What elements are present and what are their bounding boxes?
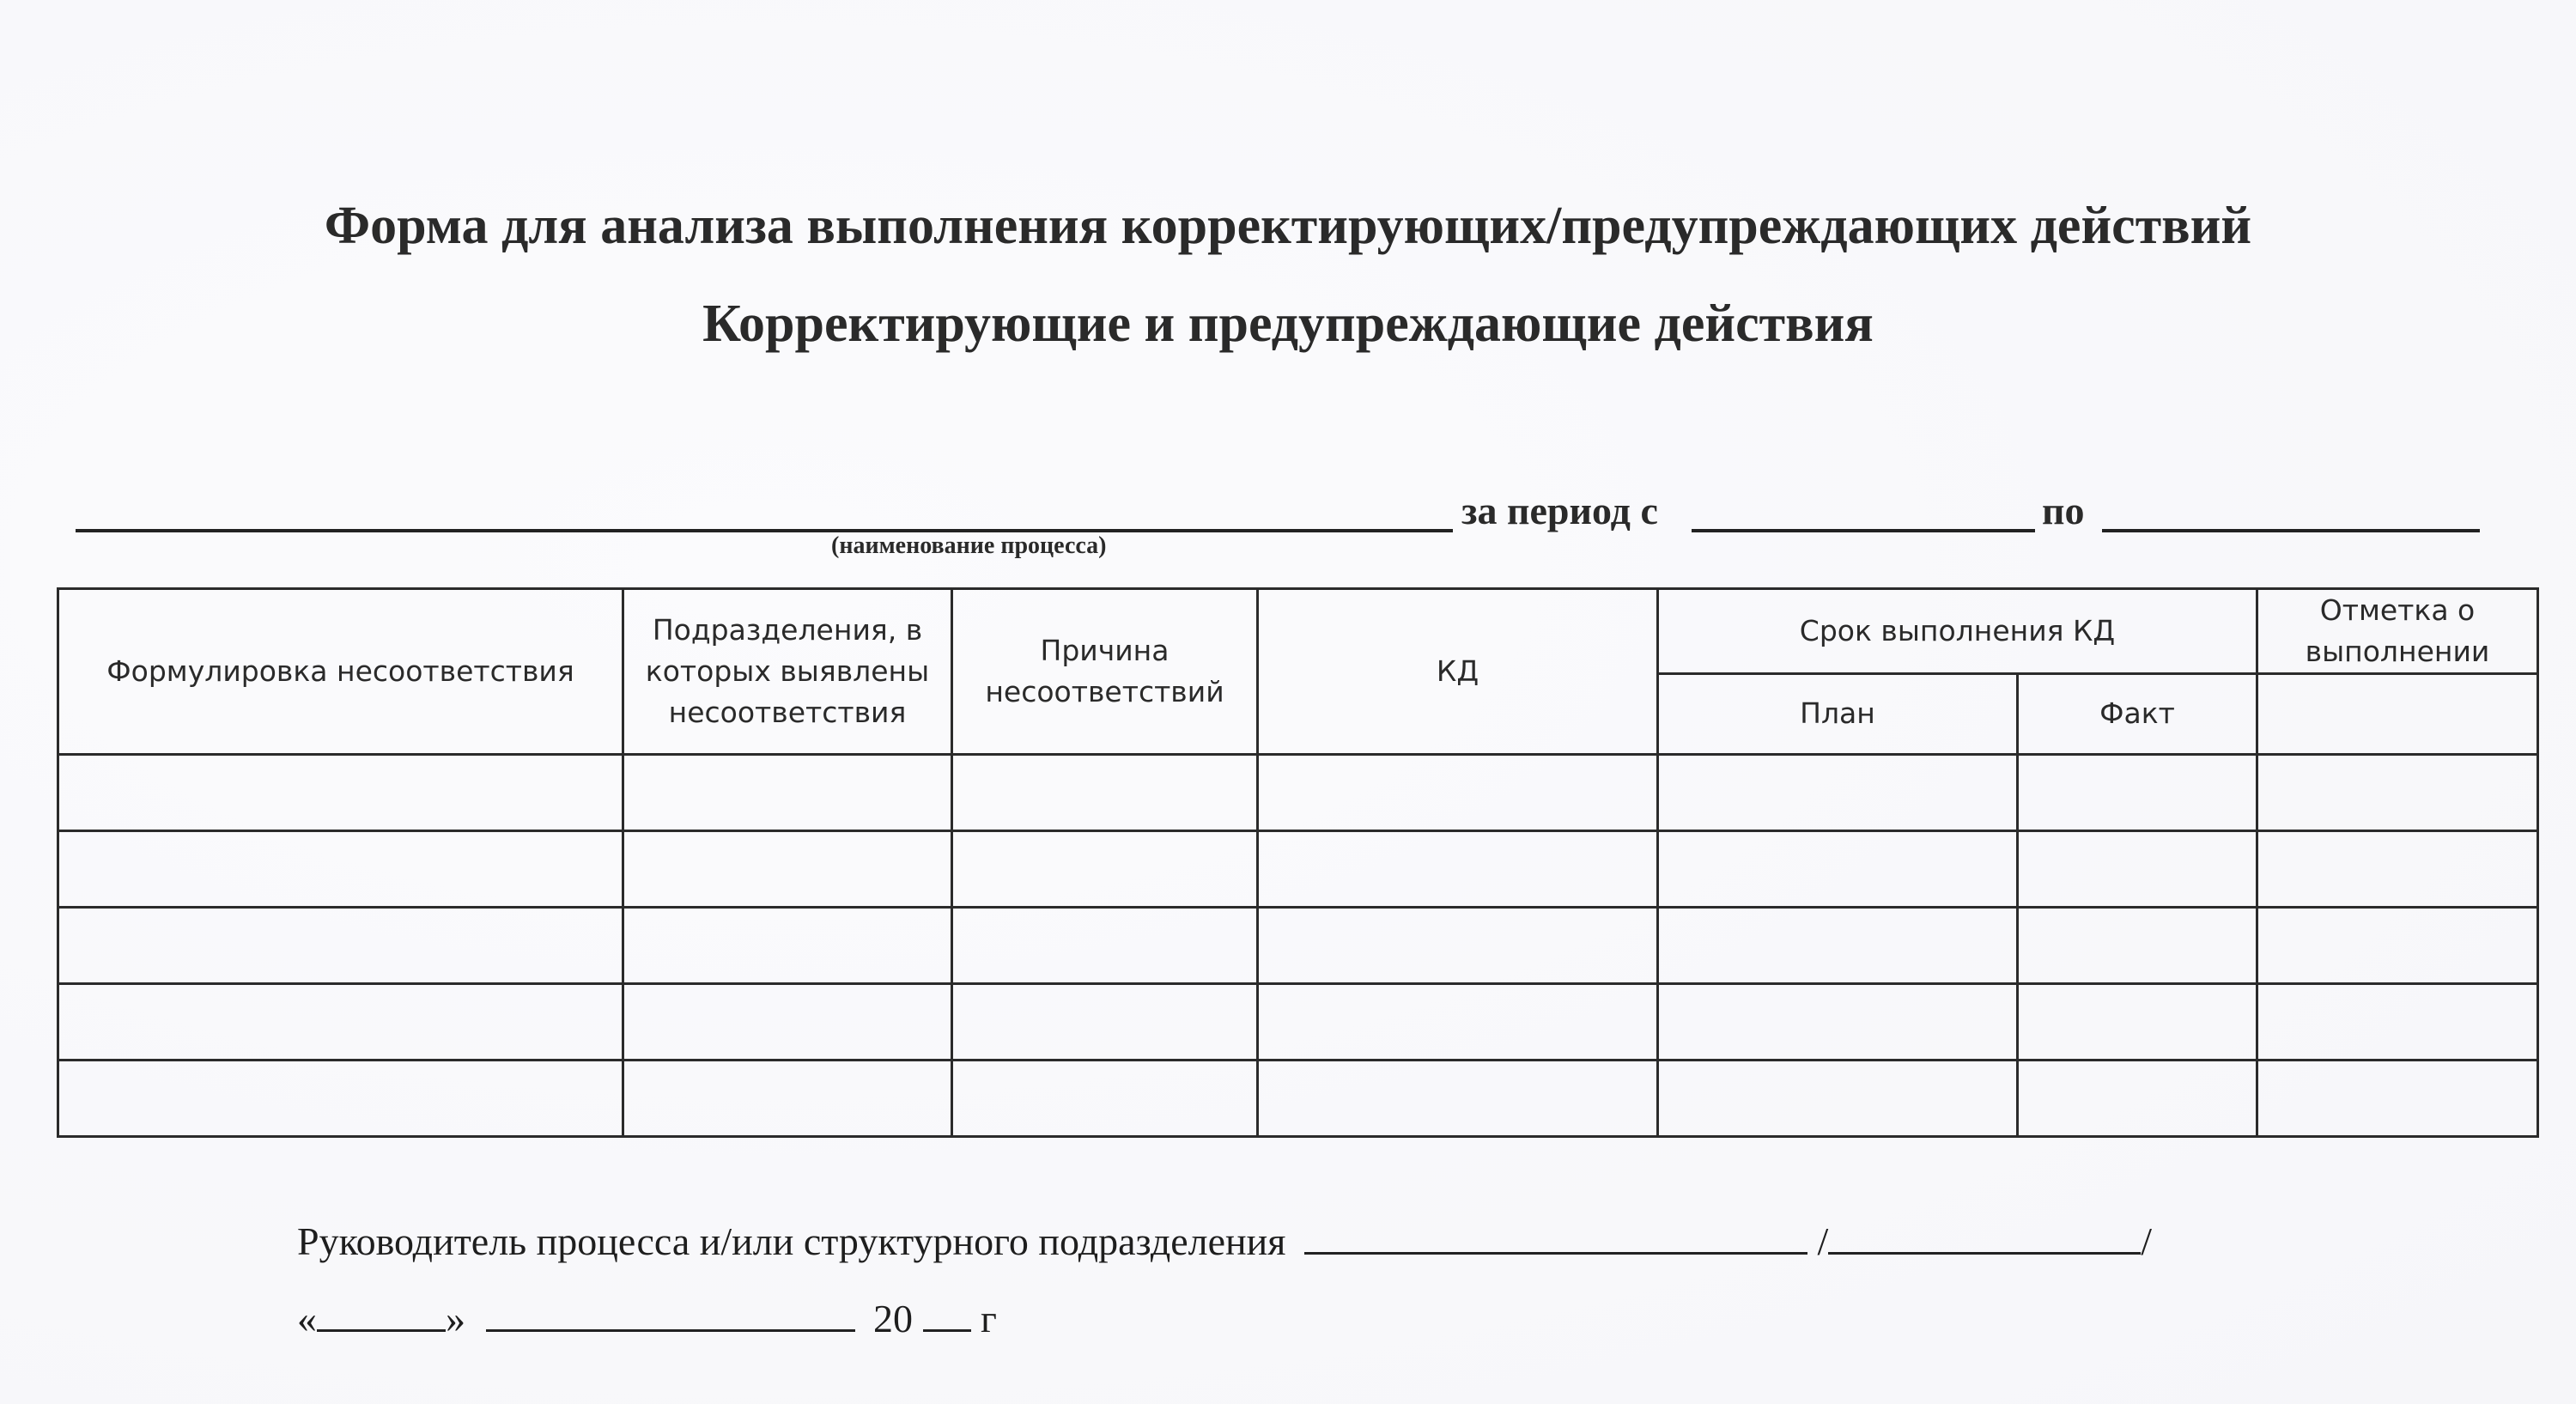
cell-fact[interactable] <box>2018 830 2257 907</box>
table-row <box>58 1060 2538 1136</box>
cell-nonconformity[interactable] <box>58 1060 623 1136</box>
cell-nonconformity[interactable] <box>58 907 623 983</box>
header-cause: Причина несоответствий <box>952 589 1258 755</box>
actions-table <box>57 587 2539 1138</box>
header-completion-mark-sub <box>2257 673 2538 754</box>
form-subtitle: Корректирующие и предупреждающие действия <box>702 295 1874 353</box>
header-departments: Подразделения, в которых выявлены несоответствия <box>623 589 952 755</box>
cell-plan[interactable] <box>1658 754 2018 830</box>
signature-field[interactable] <box>1304 1218 1807 1255</box>
cell-fact[interactable] <box>2018 907 2257 983</box>
header-plan: План <box>1658 673 2018 754</box>
date-month-field[interactable] <box>486 1295 855 1332</box>
table-row <box>58 830 2538 907</box>
cell-nonconformity[interactable] <box>58 830 623 907</box>
period-line <box>76 488 2480 548</box>
date-year-field[interactable] <box>923 1295 971 1332</box>
table-row <box>58 983 2538 1060</box>
date-close-quote: » <box>446 1297 465 1340</box>
table-row <box>58 907 2538 983</box>
header-kd: КД <box>1258 589 1658 755</box>
date-day-field[interactable] <box>317 1295 446 1332</box>
cell-kd[interactable] <box>1258 830 1658 907</box>
cell-kd[interactable] <box>1258 983 1658 1060</box>
cell-fact[interactable] <box>2018 754 2257 830</box>
cell-departments[interactable] <box>623 983 952 1060</box>
period-to-field[interactable] <box>2102 529 2480 532</box>
cell-kd[interactable] <box>1258 907 1658 983</box>
table-row <box>58 754 2538 830</box>
period-from-field[interactable] <box>1692 529 2035 532</box>
cell-completion-mark[interactable] <box>2257 754 2538 830</box>
cell-completion-mark[interactable] <box>2257 830 2538 907</box>
period-from-label: за период с <box>1461 489 1658 532</box>
cell-cause[interactable] <box>952 754 1258 830</box>
signature-label: Руководитель процесса и/или структурного подразделения <box>297 1219 1286 1263</box>
date-line <box>297 1295 997 1341</box>
signature-slash-2: / <box>2141 1219 2152 1263</box>
cell-nonconformity[interactable] <box>58 983 623 1060</box>
cell-kd[interactable] <box>1258 1060 1658 1136</box>
form-title: Форма для анализа выполнения корректирующих/предупреждающих действий <box>324 197 2252 255</box>
date-open-quote: « <box>297 1297 317 1340</box>
cell-plan[interactable] <box>1658 830 2018 907</box>
cell-departments[interactable] <box>623 830 952 907</box>
cell-completion-mark[interactable] <box>2257 1060 2538 1136</box>
cell-kd[interactable] <box>1258 754 1658 830</box>
date-year-suffix: г <box>981 1297 997 1340</box>
cell-departments[interactable] <box>623 907 952 983</box>
cell-plan[interactable] <box>1658 1060 2018 1136</box>
cell-plan[interactable] <box>1658 983 2018 1060</box>
process-name-field[interactable] <box>76 529 1453 532</box>
cell-plan[interactable] <box>1658 907 2018 983</box>
period-to-label: по <box>2042 489 2085 532</box>
cell-departments[interactable] <box>623 1060 952 1136</box>
header-deadline: Срок выполнения КД <box>1658 589 2257 674</box>
header-completion-mark: Отметка о выполнении <box>2257 589 2538 674</box>
cell-fact[interactable] <box>2018 983 2257 1060</box>
cell-completion-mark[interactable] <box>2257 907 2538 983</box>
cell-nonconformity[interactable] <box>58 754 623 830</box>
cell-completion-mark[interactable] <box>2257 983 2538 1060</box>
cell-cause[interactable] <box>952 907 1258 983</box>
header-fact: Факт <box>2018 673 2257 754</box>
cell-departments[interactable] <box>623 754 952 830</box>
cell-fact[interactable] <box>2018 1060 2257 1136</box>
cell-cause[interactable] <box>952 983 1258 1060</box>
process-caption: (наименование процесса) <box>831 532 1107 559</box>
signature-line <box>297 1218 2152 1264</box>
header-nonconformity: Формулировка несоответствия <box>58 589 623 755</box>
signature-slash-1: / <box>1817 1219 1829 1263</box>
cell-cause[interactable] <box>952 1060 1258 1136</box>
cell-cause[interactable] <box>952 830 1258 907</box>
signature-name-field[interactable] <box>1828 1218 2141 1255</box>
date-year-prefix: 20 <box>873 1297 913 1340</box>
